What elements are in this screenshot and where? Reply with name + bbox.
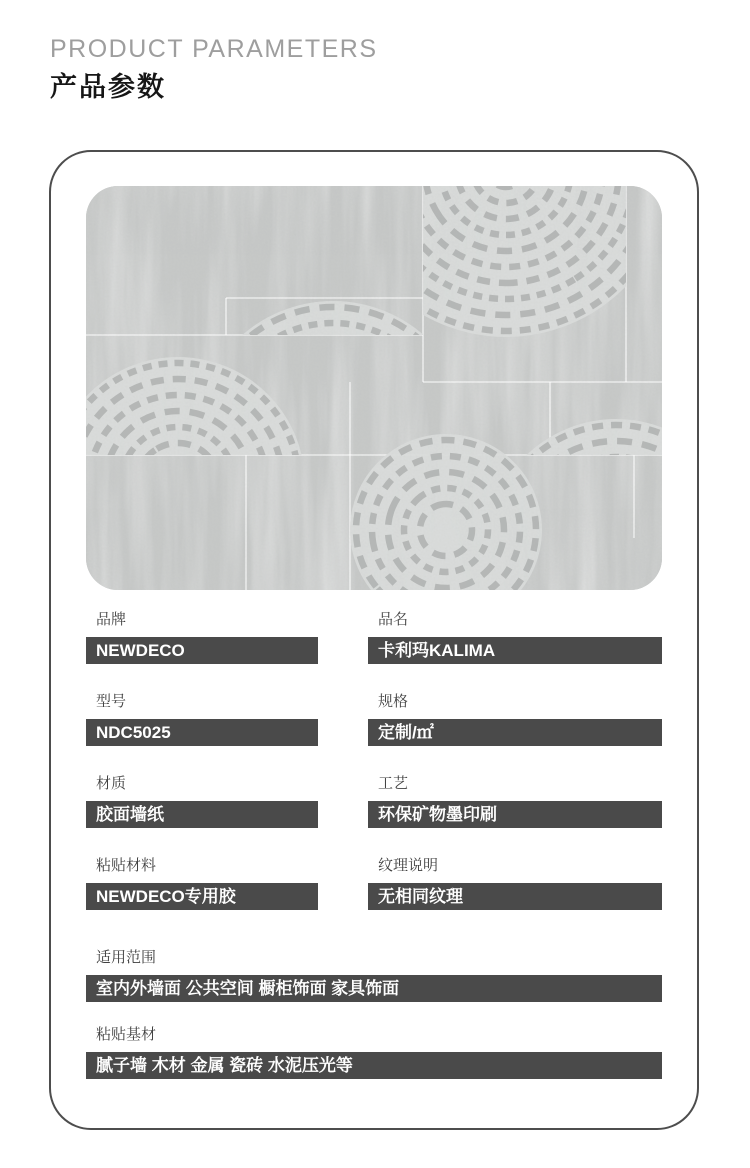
param-label: 纹理说明: [378, 857, 439, 874]
param-value-bar: NEWDECO专用胶: [86, 883, 318, 910]
param-spec: [368, 692, 662, 746]
wallpaper-pattern-svg: [86, 186, 662, 590]
param-row: [86, 856, 697, 910]
param-label: 材质: [96, 775, 127, 792]
param-row: [86, 610, 697, 664]
param-label: 工艺: [378, 775, 409, 792]
param-value-bar: 卡利玛KALIMA: [368, 637, 662, 664]
param-label: 粘贴材料: [96, 857, 157, 874]
param-value-bar: NDC5025: [86, 719, 318, 746]
param-label: 规格: [378, 693, 409, 710]
pattern-texture-grain: [86, 186, 662, 590]
param-value-bar: 环保矿物墨印刷: [368, 801, 662, 828]
param-label: 适用范围: [96, 949, 157, 966]
param-row: [86, 774, 697, 828]
product-texture-image: [86, 186, 662, 590]
param-substrate: [86, 1025, 662, 1079]
parameters-card: [49, 150, 699, 1130]
param-label: 型号: [96, 693, 127, 710]
param-label: 品名: [378, 611, 409, 628]
param-craft: [368, 774, 662, 828]
param-value-bar: 腻子墙 木材 金属 瓷砖 水泥压光等: [86, 1052, 662, 1079]
page-header: [50, 36, 378, 102]
section-title-en: PRODUCT PARAMETERS: [50, 35, 378, 63]
param-value-bar: NEWDECO: [86, 637, 318, 664]
param-value-bar: 无相同纹理: [368, 883, 662, 910]
param-value-bar: 定制/㎡: [368, 719, 662, 746]
param-brand: [86, 610, 318, 664]
param-product-name: [368, 610, 662, 664]
section-title-zh: 产品参数: [50, 72, 166, 102]
param-material: [86, 774, 318, 828]
param-value-bar: 室内外墙面 公共空间 橱柜饰面 家具饰面: [86, 975, 662, 1002]
param-value-bar: 胶面墙纸: [86, 801, 318, 828]
param-texture-note: [368, 856, 662, 910]
param-label: 粘贴基材: [96, 1026, 157, 1043]
param-adhesive: [86, 856, 318, 910]
param-model: [86, 692, 318, 746]
param-row: [86, 692, 697, 746]
param-scope: [86, 948, 662, 1002]
param-label: 品牌: [96, 611, 127, 628]
